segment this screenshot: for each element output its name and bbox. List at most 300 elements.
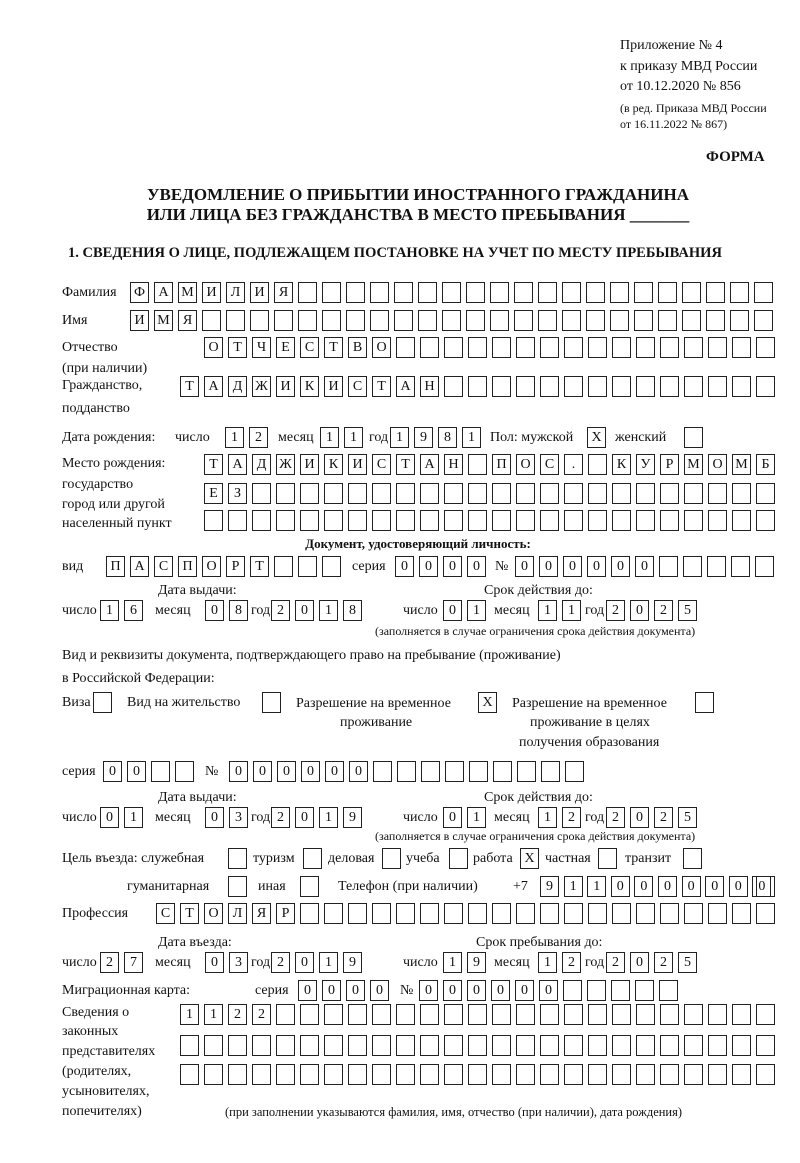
char-cell[interactable]: 0 xyxy=(443,556,462,577)
char-cell[interactable] xyxy=(540,1035,559,1056)
char-cell[interactable]: С xyxy=(156,903,175,924)
char-cell[interactable] xyxy=(298,556,317,577)
char-cell[interactable] xyxy=(684,903,703,924)
char-cell[interactable]: 9 xyxy=(467,952,486,973)
char-cell[interactable]: 5 xyxy=(678,600,697,621)
char-cell[interactable]: З xyxy=(228,483,247,504)
char-cell[interactable]: 0 xyxy=(395,556,414,577)
char-cell[interactable] xyxy=(684,376,703,397)
char-cell[interactable]: 7 xyxy=(124,952,143,973)
char-cell[interactable]: О xyxy=(516,454,535,475)
char-cell[interactable] xyxy=(695,692,714,713)
char-cell[interactable]: 8 xyxy=(438,427,457,448)
char-cell[interactable] xyxy=(564,510,583,531)
char-cell[interactable] xyxy=(682,282,701,303)
char-cell[interactable]: 0 xyxy=(630,952,649,973)
char-cell[interactable] xyxy=(466,310,485,331)
char-cell[interactable]: Я xyxy=(274,282,293,303)
char-cell[interactable] xyxy=(587,980,606,1001)
char-cell[interactable] xyxy=(382,848,401,869)
char-cell[interactable] xyxy=(634,310,653,331)
char-cell[interactable]: М xyxy=(154,310,173,331)
char-cell[interactable] xyxy=(708,1064,727,1085)
char-cell[interactable]: М xyxy=(684,454,703,475)
char-cell[interactable]: 1 xyxy=(319,807,338,828)
char-cell[interactable] xyxy=(300,483,319,504)
char-cell[interactable] xyxy=(300,1004,319,1025)
char-cell[interactable] xyxy=(468,454,487,475)
char-cell[interactable]: 2 xyxy=(228,1004,247,1025)
char-cell[interactable] xyxy=(300,1064,319,1085)
char-cell[interactable]: 0 xyxy=(322,980,341,1001)
char-cell[interactable] xyxy=(372,903,391,924)
char-cell[interactable] xyxy=(708,510,727,531)
char-cell[interactable] xyxy=(682,310,701,331)
char-cell[interactable] xyxy=(516,1064,535,1085)
char-cell[interactable] xyxy=(636,510,655,531)
char-cell[interactable] xyxy=(516,903,535,924)
char-cell[interactable]: 0 xyxy=(467,980,486,1001)
char-cell[interactable] xyxy=(493,761,512,782)
char-cell[interactable] xyxy=(276,1035,295,1056)
char-cell[interactable] xyxy=(348,1004,367,1025)
char-cell[interactable] xyxy=(684,1064,703,1085)
char-cell[interactable] xyxy=(300,1035,319,1056)
char-cell[interactable] xyxy=(420,1004,439,1025)
char-cell[interactable] xyxy=(276,510,295,531)
char-cell[interactable]: 0 xyxy=(419,980,438,1001)
char-cell[interactable] xyxy=(372,510,391,531)
char-cell[interactable] xyxy=(202,310,221,331)
char-cell[interactable] xyxy=(298,310,317,331)
char-cell[interactable]: 0 xyxy=(103,761,122,782)
char-cell[interactable]: А xyxy=(130,556,149,577)
char-cell[interactable] xyxy=(180,1035,199,1056)
char-cell[interactable] xyxy=(540,1004,559,1025)
char-cell[interactable] xyxy=(732,376,751,397)
char-cell[interactable] xyxy=(468,483,487,504)
char-cell[interactable]: 0 xyxy=(229,761,248,782)
char-cell[interactable] xyxy=(262,692,281,713)
char-cell[interactable]: Д xyxy=(228,376,247,397)
char-cell[interactable] xyxy=(612,510,631,531)
char-cell[interactable] xyxy=(276,483,295,504)
char-cell[interactable] xyxy=(324,1064,343,1085)
char-cell[interactable]: 0 xyxy=(100,807,119,828)
char-cell[interactable]: 2 xyxy=(562,952,581,973)
char-cell[interactable]: К xyxy=(612,454,631,475)
char-cell[interactable]: 1 xyxy=(319,600,338,621)
char-cell[interactable]: Т xyxy=(180,376,199,397)
char-cell[interactable] xyxy=(659,556,678,577)
char-cell[interactable]: 1 xyxy=(180,1004,199,1025)
char-cell[interactable] xyxy=(598,848,617,869)
char-cell[interactable] xyxy=(588,1035,607,1056)
char-cell[interactable]: 2 xyxy=(562,807,581,828)
char-cell[interactable] xyxy=(636,376,655,397)
char-cell[interactable] xyxy=(660,510,679,531)
char-cell[interactable] xyxy=(683,556,702,577)
char-cell[interactable] xyxy=(348,1064,367,1085)
char-cell[interactable]: 9 xyxy=(343,807,362,828)
char-cell[interactable]: А xyxy=(420,454,439,475)
char-cell[interactable]: 2 xyxy=(271,807,290,828)
char-cell[interactable]: 0 xyxy=(253,761,272,782)
char-cell[interactable] xyxy=(612,1004,631,1025)
char-cell[interactable] xyxy=(490,282,509,303)
char-cell[interactable] xyxy=(444,903,463,924)
char-cell[interactable] xyxy=(660,483,679,504)
char-cell[interactable]: К xyxy=(300,376,319,397)
char-cell[interactable]: М xyxy=(732,454,751,475)
char-cell[interactable]: 1 xyxy=(390,427,409,448)
char-cell[interactable] xyxy=(514,282,533,303)
char-cell[interactable] xyxy=(468,337,487,358)
char-cell[interactable] xyxy=(612,903,631,924)
char-cell[interactable]: X xyxy=(478,692,497,713)
char-cell[interactable]: 0 xyxy=(630,807,649,828)
char-cell[interactable]: 0 xyxy=(346,980,365,1001)
char-cell[interactable]: 0 xyxy=(443,600,462,621)
char-cell[interactable]: Т xyxy=(180,903,199,924)
char-cell[interactable] xyxy=(516,376,535,397)
char-cell[interactable]: 0 xyxy=(635,556,654,577)
char-cell[interactable]: 0 xyxy=(205,807,224,828)
char-cell[interactable] xyxy=(516,1035,535,1056)
char-cell[interactable] xyxy=(586,310,605,331)
char-cell[interactable] xyxy=(517,761,536,782)
char-cell[interactable] xyxy=(636,483,655,504)
char-cell[interactable]: 1 xyxy=(538,952,557,973)
char-cell[interactable] xyxy=(564,903,583,924)
char-cell[interactable] xyxy=(684,1004,703,1025)
char-cell[interactable]: 0 xyxy=(205,952,224,973)
char-cell[interactable]: 8 xyxy=(229,600,248,621)
char-cell[interactable] xyxy=(684,337,703,358)
char-cell[interactable] xyxy=(418,282,437,303)
char-cell[interactable] xyxy=(660,903,679,924)
char-cell[interactable]: 0 xyxy=(205,600,224,621)
char-cell[interactable] xyxy=(228,848,247,869)
char-cell[interactable] xyxy=(756,510,775,531)
char-cell[interactable]: Т xyxy=(372,376,391,397)
char-cell[interactable] xyxy=(420,337,439,358)
char-cell[interactable]: С xyxy=(348,376,367,397)
char-cell[interactable] xyxy=(444,483,463,504)
char-cell[interactable]: Ж xyxy=(276,454,295,475)
char-cell[interactable] xyxy=(684,427,703,448)
char-cell[interactable]: 2 xyxy=(252,1004,271,1025)
char-cell[interactable] xyxy=(588,510,607,531)
char-cell[interactable] xyxy=(372,1004,391,1025)
char-cell[interactable] xyxy=(731,556,750,577)
char-cell[interactable] xyxy=(228,510,247,531)
char-cell[interactable]: 1 xyxy=(587,876,606,897)
char-cell[interactable] xyxy=(706,282,725,303)
char-cell[interactable] xyxy=(754,282,773,303)
char-cell[interactable] xyxy=(396,903,415,924)
char-cell[interactable]: 2 xyxy=(606,952,625,973)
char-cell[interactable] xyxy=(730,282,749,303)
char-cell[interactable] xyxy=(324,903,343,924)
char-cell[interactable] xyxy=(754,310,773,331)
char-cell[interactable] xyxy=(303,848,322,869)
char-cell[interactable] xyxy=(444,376,463,397)
char-cell[interactable] xyxy=(684,1035,703,1056)
char-cell[interactable]: О xyxy=(204,903,223,924)
char-cell[interactable] xyxy=(540,510,559,531)
char-cell[interactable]: 0 xyxy=(443,807,462,828)
char-cell[interactable] xyxy=(93,692,112,713)
char-cell[interactable] xyxy=(420,1035,439,1056)
char-cell[interactable] xyxy=(228,876,247,897)
char-cell[interactable] xyxy=(346,282,365,303)
char-cell[interactable]: 0 xyxy=(370,980,389,1001)
char-cell[interactable] xyxy=(706,310,725,331)
char-cell[interactable] xyxy=(660,1064,679,1085)
char-cell[interactable]: П xyxy=(106,556,125,577)
char-cell[interactable] xyxy=(612,483,631,504)
char-cell[interactable]: А xyxy=(396,376,415,397)
char-cell[interactable]: В xyxy=(348,337,367,358)
char-cell[interactable]: 9 xyxy=(343,952,362,973)
char-cell[interactable] xyxy=(226,310,245,331)
char-cell[interactable] xyxy=(322,556,341,577)
char-cell[interactable] xyxy=(658,310,677,331)
char-cell[interactable] xyxy=(396,483,415,504)
char-cell[interactable]: 1 xyxy=(100,600,119,621)
char-cell[interactable] xyxy=(730,310,749,331)
char-cell[interactable] xyxy=(420,483,439,504)
char-cell[interactable] xyxy=(660,1035,679,1056)
char-cell[interactable] xyxy=(756,1064,775,1085)
char-cell[interactable]: 0 xyxy=(491,980,510,1001)
char-cell[interactable] xyxy=(490,310,509,331)
char-cell[interactable] xyxy=(444,1064,463,1085)
char-cell[interactable] xyxy=(634,282,653,303)
char-cell[interactable] xyxy=(300,876,319,897)
char-cell[interactable] xyxy=(421,761,440,782)
char-cell[interactable] xyxy=(708,1004,727,1025)
char-cell[interactable]: 5 xyxy=(678,807,697,828)
char-cell[interactable] xyxy=(562,282,581,303)
char-cell[interactable] xyxy=(204,1064,223,1085)
char-cell[interactable]: 0 xyxy=(705,876,724,897)
char-cell[interactable] xyxy=(468,1004,487,1025)
char-cell[interactable]: Р xyxy=(660,454,679,475)
char-cell[interactable] xyxy=(564,376,583,397)
char-cell[interactable]: Р xyxy=(276,903,295,924)
char-cell[interactable] xyxy=(274,556,293,577)
char-cell[interactable]: И xyxy=(202,282,221,303)
char-cell[interactable] xyxy=(540,483,559,504)
char-cell[interactable] xyxy=(610,282,629,303)
char-cell[interactable]: 2 xyxy=(654,807,673,828)
char-cell[interactable]: 1 xyxy=(344,427,363,448)
char-cell[interactable] xyxy=(396,1064,415,1085)
char-cell[interactable] xyxy=(636,1004,655,1025)
char-cell[interactable] xyxy=(180,1064,199,1085)
char-cell[interactable]: Л xyxy=(228,903,247,924)
char-cell[interactable] xyxy=(658,282,677,303)
char-cell[interactable] xyxy=(348,1035,367,1056)
char-cell[interactable]: Н xyxy=(420,376,439,397)
char-cell[interactable]: Е xyxy=(204,483,223,504)
char-cell[interactable]: 0 xyxy=(611,876,630,897)
char-cell[interactable] xyxy=(588,454,607,475)
char-cell[interactable]: М xyxy=(178,282,197,303)
char-cell[interactable]: 0 xyxy=(295,952,314,973)
char-cell[interactable]: 8 xyxy=(343,600,362,621)
char-cell[interactable] xyxy=(612,1064,631,1085)
char-cell[interactable] xyxy=(588,1004,607,1025)
char-cell[interactable]: О xyxy=(204,337,223,358)
char-cell[interactable]: И xyxy=(324,376,343,397)
char-cell[interactable]: 1 xyxy=(443,952,462,973)
char-cell[interactable] xyxy=(636,337,655,358)
char-cell[interactable] xyxy=(348,510,367,531)
char-cell[interactable] xyxy=(684,483,703,504)
char-cell[interactable] xyxy=(228,1035,247,1056)
char-cell[interactable] xyxy=(538,282,557,303)
char-cell[interactable] xyxy=(612,1035,631,1056)
char-cell[interactable] xyxy=(252,483,271,504)
char-cell[interactable] xyxy=(396,337,415,358)
char-cell[interactable]: 0 xyxy=(295,807,314,828)
char-cell[interactable] xyxy=(228,1064,247,1085)
char-cell[interactable] xyxy=(300,510,319,531)
char-cell[interactable] xyxy=(612,337,631,358)
char-cell[interactable] xyxy=(708,1035,727,1056)
char-cell[interactable] xyxy=(418,310,437,331)
char-cell[interactable]: 1 xyxy=(320,427,339,448)
char-cell[interactable] xyxy=(468,376,487,397)
char-cell[interactable]: 1 xyxy=(204,1004,223,1025)
char-cell[interactable]: 1 xyxy=(538,600,557,621)
char-cell[interactable]: 0 xyxy=(658,876,677,897)
char-cell[interactable] xyxy=(540,903,559,924)
char-cell[interactable] xyxy=(276,1064,295,1085)
char-cell[interactable]: 6 xyxy=(124,600,143,621)
char-cell[interactable] xyxy=(564,1035,583,1056)
char-cell[interactable]: Я xyxy=(252,903,271,924)
char-cell[interactable] xyxy=(708,337,727,358)
char-cell[interactable]: 0 xyxy=(634,876,653,897)
char-cell[interactable]: И xyxy=(348,454,367,475)
char-cell[interactable] xyxy=(565,761,584,782)
char-cell[interactable] xyxy=(684,510,703,531)
char-cell[interactable] xyxy=(516,337,535,358)
char-cell[interactable] xyxy=(420,510,439,531)
char-cell[interactable]: 1 xyxy=(467,807,486,828)
char-cell[interactable] xyxy=(324,1035,343,1056)
char-cell[interactable] xyxy=(300,903,319,924)
char-cell[interactable]: 2 xyxy=(654,952,673,973)
char-cell[interactable] xyxy=(373,761,392,782)
char-cell[interactable] xyxy=(660,376,679,397)
char-cell[interactable]: 0 xyxy=(539,980,558,1001)
char-cell[interactable] xyxy=(468,510,487,531)
char-cell[interactable]: 1 xyxy=(538,807,557,828)
char-cell[interactable]: Н xyxy=(444,454,463,475)
char-cell[interactable] xyxy=(564,1064,583,1085)
char-cell[interactable]: К xyxy=(324,454,343,475)
char-cell[interactable] xyxy=(732,1004,751,1025)
char-cell[interactable] xyxy=(756,483,775,504)
char-cell[interactable]: С xyxy=(154,556,173,577)
char-cell[interactable] xyxy=(492,510,511,531)
char-cell[interactable]: С xyxy=(300,337,319,358)
char-cell[interactable] xyxy=(175,761,194,782)
char-cell[interactable] xyxy=(298,282,317,303)
char-cell[interactable]: Ч xyxy=(252,337,271,358)
char-cell[interactable] xyxy=(516,510,535,531)
char-cell[interactable] xyxy=(660,1004,679,1025)
char-cell[interactable] xyxy=(732,483,751,504)
char-cell[interactable]: 2 xyxy=(271,952,290,973)
char-cell[interactable]: 2 xyxy=(249,427,268,448)
char-cell[interactable]: 0 xyxy=(443,980,462,1001)
char-cell[interactable] xyxy=(348,483,367,504)
char-cell[interactable]: Т xyxy=(228,337,247,358)
char-cell[interactable] xyxy=(252,1035,271,1056)
char-cell[interactable] xyxy=(588,903,607,924)
char-cell[interactable]: 0 xyxy=(563,556,582,577)
char-cell[interactable] xyxy=(468,1035,487,1056)
char-cell[interactable]: 3 xyxy=(229,952,248,973)
char-cell[interactable]: Б xyxy=(756,454,775,475)
char-cell[interactable]: П xyxy=(178,556,197,577)
char-cell[interactable] xyxy=(322,282,341,303)
char-cell[interactable]: 1 xyxy=(462,427,481,448)
char-cell[interactable] xyxy=(708,483,727,504)
char-cell[interactable] xyxy=(204,510,223,531)
char-cell[interactable]: Т xyxy=(204,454,223,475)
char-cell[interactable] xyxy=(611,980,630,1001)
char-cell[interactable]: 0 xyxy=(515,556,534,577)
char-cell[interactable]: 0 xyxy=(729,876,748,897)
char-cell[interactable] xyxy=(732,1064,751,1085)
char-cell[interactable]: . xyxy=(564,454,583,475)
char-cell[interactable] xyxy=(322,310,341,331)
char-cell[interactable]: С xyxy=(540,454,559,475)
char-cell[interactable]: 1 xyxy=(225,427,244,448)
char-cell[interactable] xyxy=(732,1035,751,1056)
char-cell[interactable]: 1 xyxy=(467,600,486,621)
char-cell[interactable]: 0 xyxy=(349,761,368,782)
char-cell[interactable]: Р xyxy=(226,556,245,577)
char-cell[interactable]: 0 xyxy=(515,980,534,1001)
char-cell[interactable] xyxy=(538,310,557,331)
char-cell[interactable] xyxy=(516,483,535,504)
char-cell[interactable]: 0 xyxy=(682,876,701,897)
char-cell[interactable] xyxy=(346,310,365,331)
char-cell[interactable] xyxy=(683,848,702,869)
char-cell[interactable] xyxy=(370,310,389,331)
char-cell[interactable]: Ж xyxy=(252,376,271,397)
char-cell[interactable]: И xyxy=(276,376,295,397)
char-cell[interactable] xyxy=(469,761,488,782)
char-cell[interactable] xyxy=(588,337,607,358)
char-cell[interactable] xyxy=(444,1035,463,1056)
char-cell[interactable]: 0 xyxy=(419,556,438,577)
char-cell[interactable] xyxy=(449,848,468,869)
char-cell[interactable]: О xyxy=(708,454,727,475)
char-cell[interactable] xyxy=(636,903,655,924)
char-cell[interactable] xyxy=(756,1004,775,1025)
char-cell[interactable] xyxy=(756,876,775,897)
char-cell[interactable] xyxy=(541,761,560,782)
